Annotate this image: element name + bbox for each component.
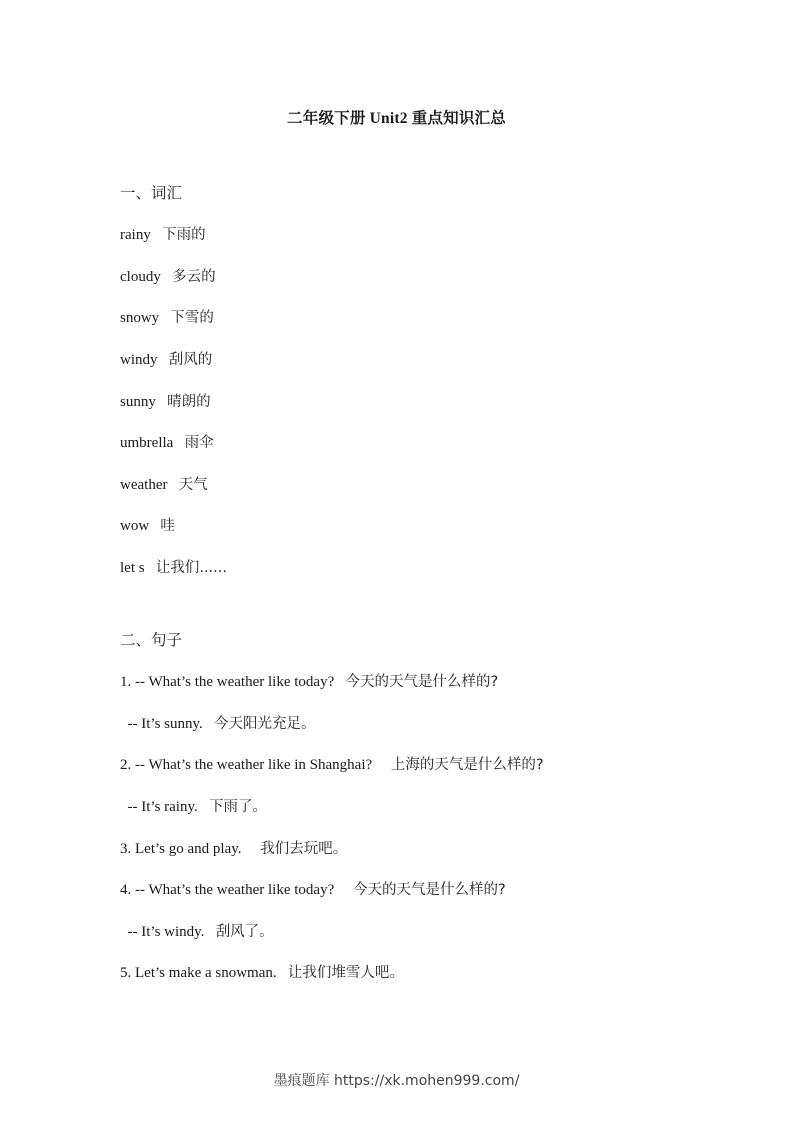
sentence-item (120, 920, 274, 941)
sentence-heading: 二、句子 (120, 631, 183, 649)
vocab-item (120, 265, 216, 286)
sentence-chinese: 我们去玩吧。 (260, 841, 348, 857)
vocab-meaning: 下雪的 (170, 310, 214, 326)
vocab-item (120, 223, 206, 244)
vocab-meaning: 下雨的 (162, 227, 206, 243)
sentence-english: -- It’s windy. (120, 924, 205, 940)
vocab-word: wow (120, 518, 150, 534)
sentence-item (120, 753, 544, 774)
sentence-item (120, 795, 267, 816)
page-title: 二年级下册 Unit2 重点知识汇总 (287, 110, 506, 127)
sentence-chinese: 今天阳光充足。 (214, 716, 316, 732)
footer-source: 墨痕题库 https://xk.mohen999.com/ (273, 1073, 520, 1089)
sentence-chinese: 刮风了。 (215, 924, 274, 940)
vocab-meaning: 雨伞 (184, 435, 214, 451)
vocab-word: sunny (120, 394, 156, 410)
sentence-item (120, 712, 316, 733)
vocab-meaning: 晴朗的 (167, 394, 211, 410)
vocab-word: windy (120, 352, 158, 368)
vocab-item (120, 556, 227, 577)
sentence-item (120, 670, 498, 691)
sentence-chinese: 今天的天气是什么样的? (345, 674, 499, 690)
vocab-word: snowy (120, 310, 160, 326)
vocab-item (120, 514, 175, 535)
sentence-item (120, 837, 347, 858)
vocab-item (120, 348, 212, 369)
vocab-item (120, 390, 211, 411)
sentence-item (120, 878, 506, 899)
sentence-english: -- It’s sunny. (120, 716, 203, 732)
sentence-english: 3. Let’s go and play. (120, 841, 242, 857)
sentence-chinese: 今天的天气是什么样的? (352, 882, 506, 898)
vocab-item (120, 431, 214, 452)
vocab-meaning: 让我们...... (155, 560, 227, 576)
vocab-word: rainy (120, 227, 151, 243)
vocab-word: cloudy (120, 269, 161, 285)
vocab-word: weather (120, 477, 168, 493)
sentence-english: 1. -- What’s the weather like today? (120, 674, 335, 690)
vocab-meaning: 多云的 (172, 269, 216, 285)
vocab-item (120, 473, 208, 494)
vocab-word: umbrella (120, 435, 174, 451)
sentence-chinese: 让我们堆雪人吧。 (287, 965, 404, 981)
vocab-heading: 一、词汇 (120, 184, 183, 202)
vocab-meaning: 哇 (160, 518, 175, 534)
sentence-english: -- It’s rainy. (120, 799, 198, 815)
sentence-english: 5. Let’s make a snowman. (120, 965, 277, 981)
vocab-word: let s (120, 560, 145, 576)
sentence-chinese: 上海的天气是什么样的? (390, 757, 544, 773)
sentence-english: 4. -- What’s the weather like today? (120, 882, 335, 898)
vocab-meaning: 天气 (178, 477, 208, 493)
sentence-chinese: 下雨了。 (209, 799, 268, 815)
sentence-english: 2. -- What’s the weather like in Shanghai? (120, 757, 373, 773)
vocab-item (120, 306, 214, 327)
vocab-meaning: 刮风的 (168, 352, 213, 368)
sentence-item (120, 961, 404, 982)
